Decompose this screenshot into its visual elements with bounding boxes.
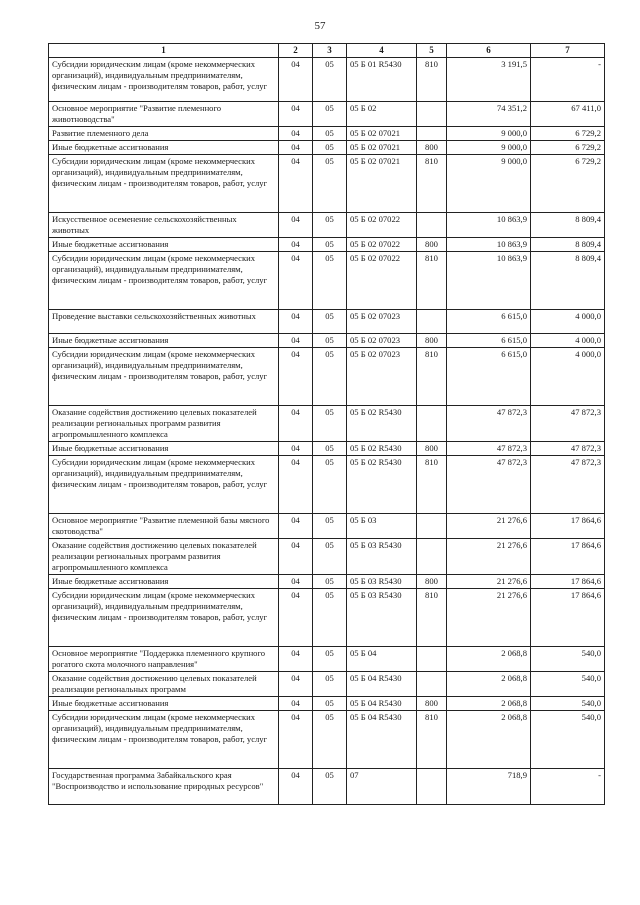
amount-col-6: 10 863,9 — [447, 238, 531, 252]
amount-col-7: 47 872,3 — [531, 456, 605, 514]
subsection-code: 05 — [313, 348, 347, 406]
section-code: 04 — [279, 539, 313, 575]
row-name: Основное мероприятие "Развитие племенной базы мясного скотоводства" — [49, 514, 279, 539]
target-item-code: 05 Б 03 R5430 — [347, 539, 417, 575]
expense-type-code: 810 — [417, 456, 447, 514]
target-item-code: 05 Б 02 07021 — [347, 127, 417, 141]
amount-col-7: 47 872,3 — [531, 442, 605, 456]
row-name: Субсидии юридическим лицам (кроме некоммерческих организаций), индивидуальным предпринимателям, физическим лицам - производителям товаров, работ, услуг — [49, 589, 279, 647]
row-name: Субсидии юридическим лицам (кроме некоммерческих организаций), индивидуальным предпринимателям, физическим лицам - производителям товаров, работ, услуг — [49, 348, 279, 406]
expense-type-code: 810 — [417, 711, 447, 769]
target-item-code: 05 Б 02 07023 — [347, 348, 417, 406]
amount-col-7: 8 809,4 — [531, 213, 605, 238]
expense-type-code: 800 — [417, 442, 447, 456]
target-item-code: 05 Б 02 R5430 — [347, 406, 417, 442]
expense-type-code: 810 — [417, 155, 447, 213]
amount-col-7: 4 000,0 — [531, 310, 605, 334]
amount-col-6: 2 068,8 — [447, 697, 531, 711]
target-item-code: 05 Б 02 07021 — [347, 155, 417, 213]
expense-type-code: 800 — [417, 238, 447, 252]
amount-col-7: 4 000,0 — [531, 334, 605, 348]
amount-col-6: 47 872,3 — [447, 406, 531, 442]
section-code: 04 — [279, 155, 313, 213]
amount-col-6: 10 863,9 — [447, 252, 531, 310]
expense-type-code — [417, 647, 447, 672]
amount-col-6: 2 068,8 — [447, 672, 531, 697]
subsection-code: 05 — [313, 127, 347, 141]
column-header: 5 — [417, 44, 447, 58]
amount-col-6: 6 615,0 — [447, 348, 531, 406]
expense-type-code — [417, 769, 447, 805]
section-code: 04 — [279, 575, 313, 589]
target-item-code: 05 Б 02 07022 — [347, 238, 417, 252]
row-name: Основное мероприятие "Поддержка племенного крупного рогатого скота молочного направления" — [49, 647, 279, 672]
target-item-code: 05 Б 03 — [347, 514, 417, 539]
subsection-code: 05 — [313, 141, 347, 155]
subsection-code: 05 — [313, 697, 347, 711]
subsection-code: 05 — [313, 406, 347, 442]
expense-type-code: 800 — [417, 141, 447, 155]
row-name: Оказание содействия достижению целевых показателей реализации региональных программ развития агропромышленного комплекса — [49, 539, 279, 575]
expense-type-code — [417, 672, 447, 697]
expense-type-code: 800 — [417, 697, 447, 711]
target-item-code: 05 Б 02 07023 — [347, 334, 417, 348]
section-code: 04 — [279, 589, 313, 647]
expense-type-code — [417, 539, 447, 575]
target-item-code: 05 Б 04 R5430 — [347, 672, 417, 697]
table-row — [49, 589, 605, 647]
table-row — [49, 348, 605, 406]
section-code: 04 — [279, 238, 313, 252]
section-code: 04 — [279, 213, 313, 238]
row-name: Развитие племенного дела — [49, 127, 279, 141]
amount-col-7: 17 864,6 — [531, 514, 605, 539]
section-code: 04 — [279, 406, 313, 442]
amount-col-7: - — [531, 58, 605, 102]
subsection-code: 05 — [313, 238, 347, 252]
section-code: 04 — [279, 334, 313, 348]
target-item-code: 05 Б 02 07022 — [347, 252, 417, 310]
subsection-code: 05 — [313, 442, 347, 456]
expense-type-code — [417, 406, 447, 442]
table-row — [49, 127, 605, 141]
subsection-code: 05 — [313, 334, 347, 348]
target-item-code: 05 Б 02 — [347, 102, 417, 127]
amount-col-7: 8 809,4 — [531, 238, 605, 252]
subsection-code: 05 — [313, 711, 347, 769]
amount-col-7: 6 729,2 — [531, 155, 605, 213]
table-row — [49, 514, 605, 539]
amount-col-6: 718,9 — [447, 769, 531, 805]
expense-type-code: 810 — [417, 348, 447, 406]
row-name: Иные бюджетные ассигнования — [49, 238, 279, 252]
expense-type-code — [417, 102, 447, 127]
amount-col-6: 2 068,8 — [447, 711, 531, 769]
section-code: 04 — [279, 310, 313, 334]
target-item-code: 05 Б 02 R5430 — [347, 442, 417, 456]
column-header: 2 — [279, 44, 313, 58]
amount-col-7: 6 729,2 — [531, 127, 605, 141]
page-number: 57 — [314, 20, 326, 32]
expense-type-code: 810 — [417, 58, 447, 102]
target-item-code: 07 — [347, 769, 417, 805]
section-code: 04 — [279, 127, 313, 141]
row-name: Иные бюджетные ассигнования — [49, 575, 279, 589]
table-row — [49, 252, 605, 310]
column-header: 4 — [347, 44, 417, 58]
table-row — [49, 697, 605, 711]
row-name: Оказание содействия достижению целевых показателей реализации региональных программ развития агропромышленного комплекса — [49, 406, 279, 442]
table-row — [49, 213, 605, 238]
column-header: 7 — [531, 44, 605, 58]
section-code: 04 — [279, 102, 313, 127]
subsection-code: 05 — [313, 252, 347, 310]
target-item-code: 05 Б 02 07021 — [347, 141, 417, 155]
amount-col-6: 9 000,0 — [447, 127, 531, 141]
row-name: Иные бюджетные ассигнования — [49, 334, 279, 348]
subsection-code: 05 — [313, 575, 347, 589]
amount-col-7: 540,0 — [531, 672, 605, 697]
target-item-code: 05 Б 03 R5430 — [347, 575, 417, 589]
section-code: 04 — [279, 442, 313, 456]
row-name: Субсидии юридическим лицам (кроме некоммерческих организаций), индивидуальным предпринимателям, физическим лицам - производителям товаров, работ, услуг — [49, 155, 279, 213]
table-row — [49, 539, 605, 575]
section-code: 04 — [279, 769, 313, 805]
subsection-code: 05 — [313, 589, 347, 647]
row-name: Государственная программа Забайкальского края "Воспроизводство и использование природных ресурсов" — [49, 769, 279, 805]
amount-col-6: 9 000,0 — [447, 141, 531, 155]
amount-col-6: 47 872,3 — [447, 442, 531, 456]
expense-type-code: 810 — [417, 589, 447, 647]
amount-col-6: 2 068,8 — [447, 647, 531, 672]
section-code: 04 — [279, 711, 313, 769]
amount-col-7: 17 864,6 — [531, 575, 605, 589]
table-row — [49, 442, 605, 456]
amount-col-7: 8 809,4 — [531, 252, 605, 310]
table-row — [49, 575, 605, 589]
amount-col-6: 9 000,0 — [447, 155, 531, 213]
section-code: 04 — [279, 252, 313, 310]
table-row — [49, 647, 605, 672]
amount-col-6: 6 615,0 — [447, 334, 531, 348]
expense-type-code: 800 — [417, 575, 447, 589]
table-row — [49, 310, 605, 334]
section-code: 04 — [279, 697, 313, 711]
subsection-code: 05 — [313, 514, 347, 539]
section-code: 04 — [279, 348, 313, 406]
table-row — [49, 155, 605, 213]
subsection-code: 05 — [313, 155, 347, 213]
table-row — [49, 58, 605, 102]
section-code: 04 — [279, 672, 313, 697]
target-item-code: 05 Б 03 R5430 — [347, 589, 417, 647]
target-item-code: 05 Б 02 R5430 — [347, 456, 417, 514]
amount-col-7: 540,0 — [531, 711, 605, 769]
amount-col-7: 540,0 — [531, 647, 605, 672]
row-name: Искусственное осеменение сельскохозяйственных животных — [49, 213, 279, 238]
expense-type-code — [417, 310, 447, 334]
row-name: Иные бюджетные ассигнования — [49, 141, 279, 155]
target-item-code: 05 Б 02 07023 — [347, 310, 417, 334]
amount-col-6: 21 276,6 — [447, 514, 531, 539]
section-code: 04 — [279, 647, 313, 672]
expense-type-code: 810 — [417, 252, 447, 310]
table-row — [49, 102, 605, 127]
table-row — [49, 456, 605, 514]
amount-col-6: 74 351,2 — [447, 102, 531, 127]
table-row — [49, 334, 605, 348]
expense-type-code — [417, 127, 447, 141]
amount-col-7: 17 864,6 — [531, 589, 605, 647]
amount-col-6: 3 191,5 — [447, 58, 531, 102]
amount-col-7: 17 864,6 — [531, 539, 605, 575]
section-code: 04 — [279, 514, 313, 539]
section-code: 04 — [279, 456, 313, 514]
target-item-code: 05 Б 04 R5430 — [347, 711, 417, 769]
table-row — [49, 238, 605, 252]
row-name: Субсидии юридическим лицам (кроме некоммерческих организаций), индивидуальным предпринимателям, физическим лицам - производителям товаров, работ, услуг — [49, 711, 279, 769]
amount-col-6: 21 276,6 — [447, 589, 531, 647]
row-name: Иные бюджетные ассигнования — [49, 697, 279, 711]
subsection-code: 05 — [313, 769, 347, 805]
table-row — [49, 672, 605, 697]
row-name: Субсидии юридическим лицам (кроме некоммерческих организаций), индивидуальным предпринимателям, физическим лицам - производителям товаров, работ, услуг — [49, 456, 279, 514]
row-name: Иные бюджетные ассигнования — [49, 442, 279, 456]
row-name: Основное мероприятие "Развитие племенного животноводства" — [49, 102, 279, 127]
amount-col-6: 6 615,0 — [447, 310, 531, 334]
amount-col-7: - — [531, 769, 605, 805]
row-name: Оказание содействия достижению целевых показателей реализации региональных программ — [49, 672, 279, 697]
target-item-code: 05 Б 04 R5430 — [347, 697, 417, 711]
table-header-row — [49, 44, 605, 58]
amount-col-6: 21 276,6 — [447, 539, 531, 575]
subsection-code: 05 — [313, 58, 347, 102]
subsection-code: 05 — [313, 672, 347, 697]
subsection-code: 05 — [313, 647, 347, 672]
table-row — [49, 141, 605, 155]
budget-table — [48, 43, 605, 805]
subsection-code: 05 — [313, 213, 347, 238]
column-header: 6 — [447, 44, 531, 58]
table-body — [49, 58, 605, 805]
subsection-code: 05 — [313, 102, 347, 127]
amount-col-7: 6 729,2 — [531, 141, 605, 155]
amount-col-7: 67 411,0 — [531, 102, 605, 127]
subsection-code: 05 — [313, 456, 347, 514]
amount-col-6: 47 872,3 — [447, 456, 531, 514]
table-row — [49, 711, 605, 769]
section-code: 04 — [279, 58, 313, 102]
amount-col-6: 21 276,6 — [447, 575, 531, 589]
subsection-code: 05 — [313, 310, 347, 334]
amount-col-7: 540,0 — [531, 697, 605, 711]
amount-col-6: 10 863,9 — [447, 213, 531, 238]
row-name: Субсидии юридическим лицам (кроме некоммерческих организаций), индивидуальным предпринимателям, физическим лицам - производителям товаров, работ, услуг — [49, 58, 279, 102]
target-item-code: 05 Б 02 07022 — [347, 213, 417, 238]
row-name: Проведение выставки сельскохозяйственных животных — [49, 310, 279, 334]
column-header: 3 — [313, 44, 347, 58]
section-code: 04 — [279, 141, 313, 155]
expense-type-code — [417, 213, 447, 238]
expense-type-code — [417, 514, 447, 539]
target-item-code: 05 Б 04 — [347, 647, 417, 672]
column-header: 1 — [49, 44, 279, 58]
table-row — [49, 406, 605, 442]
target-item-code: 05 Б 01 R5430 — [347, 58, 417, 102]
subsection-code: 05 — [313, 539, 347, 575]
row-name: Субсидии юридическим лицам (кроме некоммерческих организаций), индивидуальным предпринимателям, физическим лицам - производителям товаров, работ, услуг — [49, 252, 279, 310]
amount-col-7: 47 872,3 — [531, 406, 605, 442]
table-row — [49, 769, 605, 805]
amount-col-7: 4 000,0 — [531, 348, 605, 406]
expense-type-code: 800 — [417, 334, 447, 348]
